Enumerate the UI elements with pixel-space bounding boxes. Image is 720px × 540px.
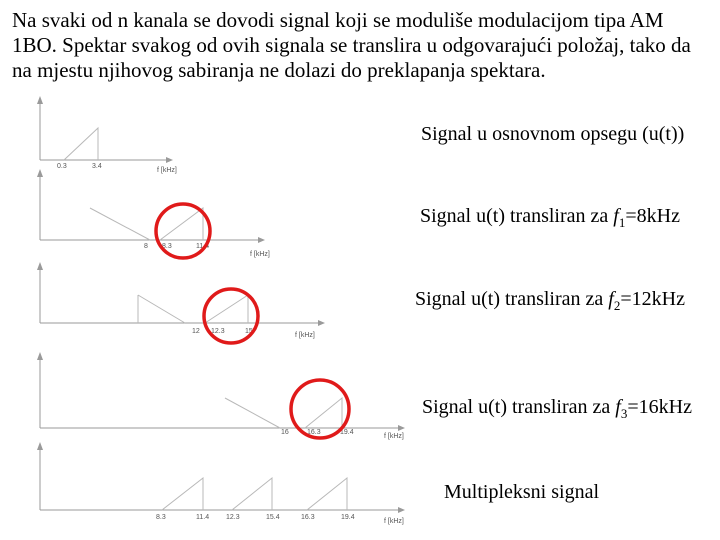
spectrum-segment <box>305 398 342 428</box>
label-subscript: 3 <box>620 406 628 421</box>
y-axis-arrow <box>37 442 43 450</box>
tick-label: 12.3 <box>226 514 240 521</box>
label-shift-f1 <box>420 205 680 231</box>
y-axis-arrow <box>37 169 43 177</box>
panel-multiplex <box>37 442 405 525</box>
axis-unit-label: f [kHz] <box>250 251 270 258</box>
tick-label: 11.4 <box>196 514 210 521</box>
label-shift-f3 <box>422 396 692 422</box>
axis-unit-label: f [kHz] <box>157 167 177 174</box>
label-prefix: Signal u(t) transliran za <box>422 396 616 418</box>
label-prefix: Signal u(t) transliran za <box>415 288 609 310</box>
label-f: f <box>615 396 621 418</box>
tick-label: 8.3 <box>162 243 172 250</box>
x-axis-arrow <box>398 507 405 513</box>
panel-shift-f3 <box>37 352 405 440</box>
tick-label: 3.4 <box>92 163 102 170</box>
x-axis-arrow <box>258 237 265 243</box>
label-f: f <box>613 205 619 227</box>
panel-shift-f2 <box>37 262 325 343</box>
axis-unit-label: f [kHz] <box>384 433 404 440</box>
highlight-circle <box>204 289 258 343</box>
spectrum-segment <box>160 208 203 240</box>
label-baseband: Signal u osnovnom opsegu (u(t)) <box>421 123 685 145</box>
panel-baseband <box>37 96 177 174</box>
tick-label: 0.3 <box>57 163 67 170</box>
label-value: =8kHz <box>625 205 680 227</box>
tick-label: 11.4 <box>196 243 210 250</box>
spectrum-segment <box>64 128 98 160</box>
axis-unit-label: f [kHz] <box>384 518 404 525</box>
spectrum-segment <box>225 398 280 428</box>
spectrum-segment <box>307 478 347 510</box>
tick-label: 16 <box>281 429 289 436</box>
tick-label: 8.3 <box>156 514 166 521</box>
intro-paragraph: Na svaki od n kanala se dovodi signal koji se moduliše modulacijom tipa AM 1BO. Spektar svakog od ovih signala se translira u odgovarajući položaj, tako da na mjestu njihovog sabiranja ne dolazi do preklapanja spektara. <box>12 8 691 82</box>
label-multiplex: Multipleksni signal <box>444 481 599 503</box>
label-value: =16kHz <box>627 396 692 418</box>
y-axis-arrow <box>37 352 43 360</box>
label-subscript: 1 <box>618 215 626 230</box>
panel-shift-f1 <box>37 169 270 258</box>
x-axis-arrow <box>318 320 325 326</box>
label-value: =12kHz <box>620 288 685 310</box>
spectrum-segment <box>162 478 203 510</box>
spectrum-segment <box>232 478 272 510</box>
axis-unit-label: f [kHz] <box>295 332 315 339</box>
spectrum-segment <box>138 295 185 323</box>
tick-label: 15 <box>245 328 253 335</box>
y-axis-arrow <box>37 262 43 270</box>
tick-label: 12.3 <box>211 328 225 335</box>
x-axis-arrow <box>398 425 405 431</box>
y-axis-arrow <box>37 96 43 104</box>
label-f: f <box>608 288 614 310</box>
highlight-circle <box>156 204 210 258</box>
tick-label: 16.3 <box>301 514 315 521</box>
spectrum-segment <box>90 208 150 240</box>
tick-label: 12 <box>192 328 200 335</box>
label-subscript: 2 <box>613 298 621 313</box>
tick-label: 19.4 <box>340 429 354 436</box>
label-prefix: Signal u(t) transliran za <box>420 205 614 227</box>
tick-label: 15.4 <box>266 514 280 521</box>
label-shift-f2 <box>415 288 685 314</box>
tick-label: 8 <box>144 243 148 250</box>
x-axis-arrow <box>166 157 173 163</box>
tick-label: 19.4 <box>341 514 355 521</box>
tick-label: 16.3 <box>307 429 321 436</box>
